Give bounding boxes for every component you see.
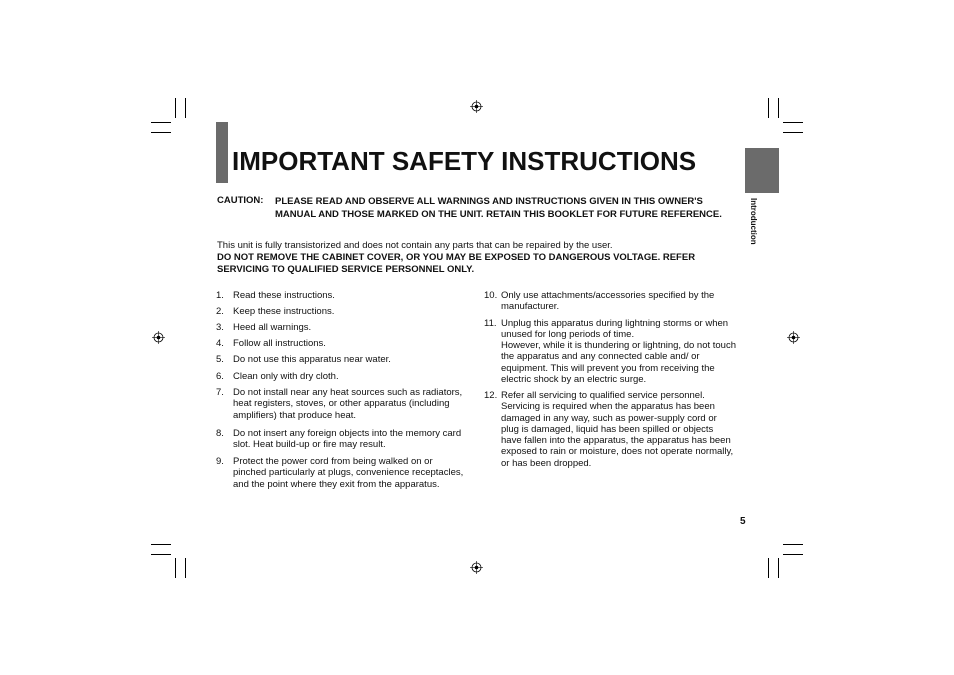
item-number: 12. (484, 390, 498, 401)
item-text: Unplug this apparatus during lightning storms or when unused for long periods of time. (501, 318, 729, 341)
warning-text: DO NOT REMOVE THE CABINET COVER, OR YOU MAY BE EXPOSED TO DANGEROUS VOLTAGE. REFER SERVICING TO QUALIFIED SERVICE PERSONNEL ONLY. (217, 252, 696, 275)
intro-text: This unit is fully transistorized and does not contain any parts that can be repaired by the user. (217, 240, 613, 251)
item-number: 5. (216, 354, 224, 365)
item-text: Keep these instructions. (233, 306, 335, 317)
page-number: 5 (740, 516, 746, 527)
caution-label: CAUTION: (217, 195, 264, 206)
registration-mark-icon (470, 100, 483, 113)
item-text: Do not use this apparatus near water. (233, 354, 391, 365)
item-number: 3. (216, 322, 224, 333)
registration-mark-icon (787, 331, 800, 344)
item-number: 6. (216, 371, 224, 382)
item-text: Do not install near any heat sources such as radiators, heat registers, stoves, or other apparatus (including amplifiers) that produce heat. (233, 387, 463, 421)
item-text: Heed all warnings. (233, 322, 312, 333)
item-number: 1. (216, 290, 224, 301)
registration-mark-icon (470, 561, 483, 574)
item-text: Only use attachments/accessories specified by the manufacturer. (501, 290, 715, 313)
title-accent-bar (216, 122, 228, 183)
item-number: 8. (216, 428, 224, 439)
item-text: Follow all instructions. (233, 338, 326, 349)
item-text: Do not insert any foreign objects into the memory card slot. Heat build-up or fire may result. (233, 428, 462, 451)
section-tab-label: Introduction (749, 198, 758, 245)
item-text-continued: However, while it is thundering or lightning, do not touch the apparatus and any connected cable and/ or equipment. This will prevent you from receiving the electric shock by an electric surge. (501, 340, 736, 385)
item-number: 11. (484, 318, 497, 329)
item-text: Clean only with dry cloth. (233, 371, 339, 382)
item-number: 7. (216, 387, 224, 398)
caution-text: PLEASE READ AND OBSERVE ALL WARNINGS AND INSTRUCTIONS GIVEN IN THIS OWNER'S MANUAL AND THOSE MARKED ON THE UNIT. RETAIN THIS BOOKLET FOR FUTURE REFERENCE. (275, 196, 722, 220)
page-title: IMPORTANT SAFETY INSTRUCTIONS (232, 146, 697, 176)
item-number: 2. (216, 306, 224, 317)
item-text: Protect the power cord from being walked on or pinched particularly at plugs, convenience receptacles, and the point where they exit from the apparatus. (233, 456, 464, 490)
item-number: 10. (484, 290, 498, 301)
item-number: 9. (216, 456, 224, 467)
registration-mark-icon (152, 331, 165, 344)
item-text: Read these instructions. (233, 290, 335, 301)
item-number: 4. (216, 338, 224, 349)
section-tab (745, 148, 779, 193)
item-text: Refer all servicing to qualified service personnel. Servicing is required when the apparatus has been damaged in any way, such as power-supply cord or plug is damaged, liquid has been spilled or objects have fallen into the apparatus, the apparatus has been exposed to rain or moisture, does not operate normally, or has been dropped. (501, 390, 734, 469)
